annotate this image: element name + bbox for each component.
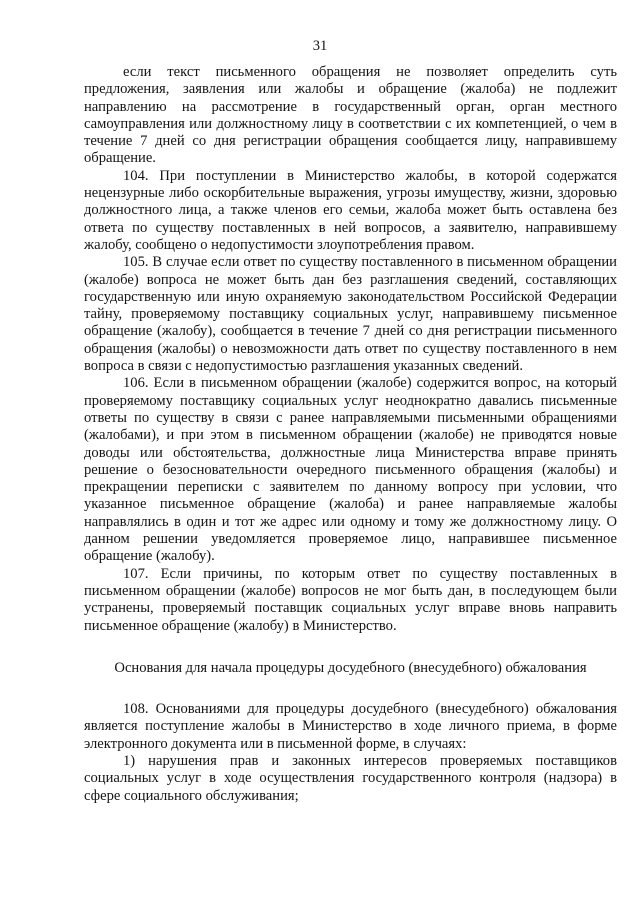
paragraph-108: 108. Основаниями для процедуры досудебного (внесудебного) обжалования является поступление жалобы в Министерство в ходе личного приема, в форме электронного документа или в письменной форме, в случаях: (84, 701, 617, 752)
section-heading: Основания для начала процедуры досудебного (внесудебного) обжалования (114, 659, 587, 676)
page-number: 31 (312, 38, 328, 54)
paragraph-continuation: если текст письменного обращения не позволяет определить суть предложения, заявления или жалобы и обращение (жалоба) не подлежит направлению на рассмотрение в государственный орган, орган местного самоуправления или должностному лицу в соответствии с их компетенцией, о чем в течение 7 дней со дня регистрации обращения сообщается лицу, направившему обращение. (84, 64, 617, 167)
paragraph-104: 104. При поступлении в Министерство жалобы, в которой содержатся нецензурные либо оскорбительные выражения, угрозы имуществу, жизни, здоровью должностного лица, а также членов его семьи, жалоба может быть оставлена без ответа по существу поставленных в ней вопросов, а заявителю, направившему жалобу, сообщено о недопустимости злоупотребления правом. (84, 167, 617, 253)
paragraph-107: 107. Если причины, по которым ответ по существу поставленных в письменном обращении (жалобе) вопросов не мог быть дан, в последующем были устранены, проверяемый поставщик социальных услуг вправе вновь направить письменное обращение (жалобу) в Министерство. (84, 565, 617, 634)
paragraph-108-item-1: 1) нарушения прав и законных интересов проверяемых поставщиков социальных услуг в ходе осуществления государственного контроля (надзора) в сфере социального обслуживания; (84, 752, 617, 804)
paragraph-105: 105. В случае если ответ по существу поставленного в письменном обращении (жалобе) вопроса не может быть дан без разглашения сведений, составляющих государственную или иную охраняемую законодательством Российской Федерации тайну, проверяемому поставщику социальных услуг, направившему письменное обращение (жалобу), сообщается в течение 7 дней со дня регистрации письменного обращения (жалобы) о невозможности дать ответ по существу поставленного в нем вопроса в связи с недопустимостью разглашения указанных сведений. (84, 254, 617, 375)
document-body (84, 64, 617, 805)
paragraph-106: 106. Если в письменном обращении (жалобе) содержится вопрос, на который проверяемому поставщику социальных услуг неоднократно давались письменные ответы по существу в связи с ранее направляемыми письменными обращениями (жалобами), и при этом в письменном обращении (жалобе) не приводятся новые доводы или обстоятельства, должностные лица Министерства вправе принять решение о безосновательности очередного письменного обращения (жалобы) и прекращении переписки с заявителем по данному вопросу при условии, что указанное письменное обращение (жалоба) и ранее направляемые жалобы направлялись в один и тот же адрес или одному и тому же должностному лицу. О данном решении уведомляется проверяемое лицо, направившее письменное обращение (жалобу). (84, 375, 617, 565)
